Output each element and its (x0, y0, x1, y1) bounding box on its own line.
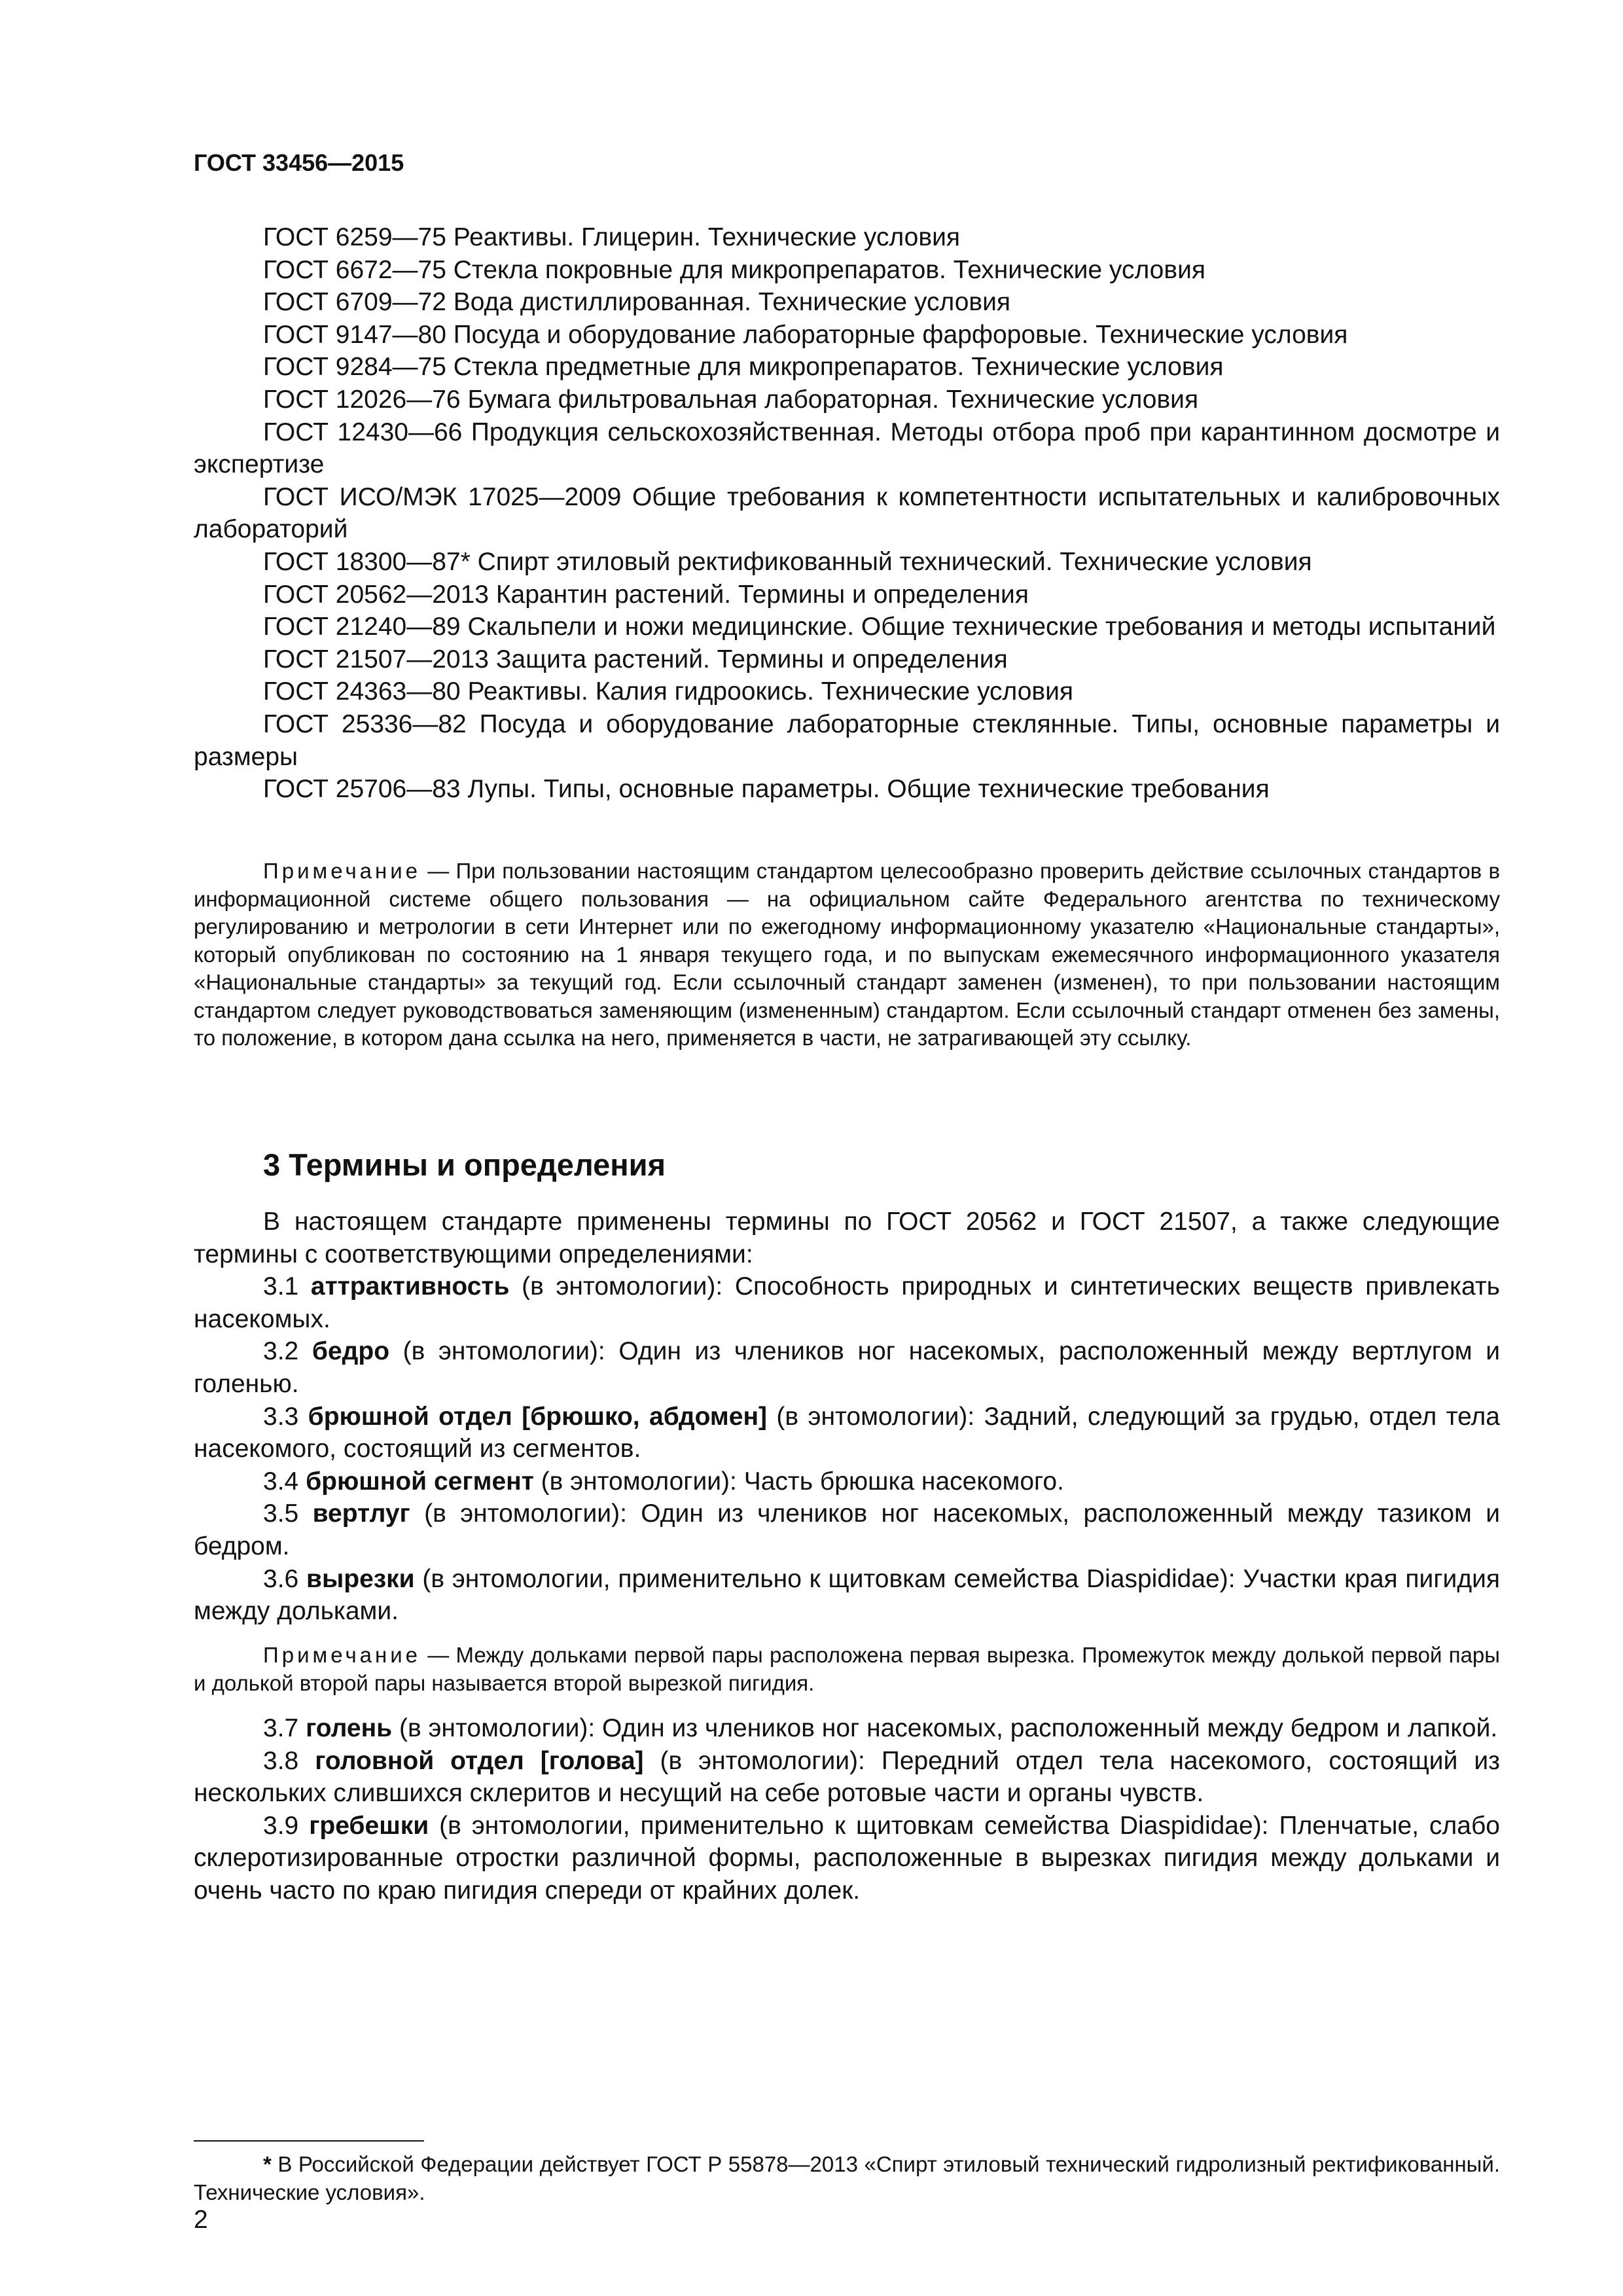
term-number: 3.2 (263, 1337, 312, 1366)
term-entry (194, 1465, 1500, 1498)
document-page (194, 0, 1500, 2296)
term-number: 3.3 (263, 1402, 308, 1431)
term-number: 3.7 (263, 1714, 306, 1742)
term-definition: (в энтомологии): Задний, следующий за грудью, отдел тела насекомого, состоящий из сегментов. (194, 1402, 1500, 1463)
term-name: бедро (312, 1337, 390, 1366)
section-title: 3 Термины и определения (263, 1147, 666, 1182)
term-name: головной отдел [голова] (315, 1746, 644, 1775)
normative-references-list (194, 221, 1500, 806)
reference-item: ГОСТ 25336—82 Посуда и оборудование лабораторные стеклянные. Типы, основные параметры и размеры (194, 709, 1500, 771)
term-number: 3.4 (263, 1467, 306, 1496)
note-label: Примечание (263, 1643, 421, 1667)
page-number: 2 (194, 2206, 208, 2234)
term-name: брюшной отдел [брюшко, абдомен] (308, 1402, 767, 1431)
reference-item: ГОСТ 6259—75 Реактивы. Глицерин. Технические условия (263, 223, 960, 251)
reference-item: ГОСТ 12026—76 Бумага фильтровальная лабораторная. Технические условия (263, 385, 1199, 414)
note-references (194, 857, 1500, 1052)
term-number: 3.9 (263, 1811, 310, 1840)
reference-item: ГОСТ 6709—72 Вода дистиллированная. Технические условия (263, 288, 1011, 317)
note-label: Примечание (263, 859, 421, 883)
term-number: 3.6 (263, 1564, 306, 1593)
note-terms (194, 1641, 1500, 1697)
term-definition: (в энтомологии): Способность природных и синтетических веществ привлекать насекомых. (194, 1272, 1500, 1333)
terms-block-1 (194, 1206, 1500, 1628)
term-number: 3.8 (263, 1746, 315, 1775)
reference-item: ГОСТ 25706—83 Лупы. Типы, основные параметры. Общие технические требования (263, 775, 1270, 804)
reference-item: ГОСТ 20562—2013 Карантин растений. Термины и определения (263, 580, 1029, 609)
reference-item: ГОСТ 24363—80 Реактивы. Калия гидроокись. Технические условия (263, 677, 1074, 706)
note-text: — При пользовании настоящим стандартом целесообразно проверить действие ссылочных стандартов в информационной системе общего пользования — на официальном сайте Федерального агентства по техническому регулированию и метрологии в сети Интернет или по ежегодному информационному указателю «Национальные стандарты», который опубликован по состоянию на 1 января текущего года, и по выпускам ежемесячного информационного указателя «Национальные стандарты» за текущий год. Если ссылочный стандарт заменен (изменен), то при пользовании настоящим стандартом следует руководствоваться заменяющим (измененным) стандартом. Если ссылочный стандарт отменен без замены, то положение, в котором дана ссылка на него, применяется в части, не затрагивающей эту ссылку. (194, 859, 1500, 1050)
term-definition: (в энтомологии): Передний отдел тела насекомого, состоящий из нескольких слившихся склеритов и несущий на себе ротовые части и органы чувств. (194, 1746, 1500, 1808)
term-entry (194, 1335, 1500, 1400)
term-entry (194, 1745, 1500, 1810)
term-definition: (в энтомологии): Один из члеников ног насекомых, расположенный между бедром и лапкой. (392, 1714, 1498, 1742)
document-header: ГОСТ 33456—2015 (194, 149, 404, 176)
footnote-divider (194, 2140, 424, 2142)
reference-item: ГОСТ ИСО/МЭК 17025—2009 Общие требования к компетентности испытательных и калибровочных лабораторий (194, 482, 1500, 544)
footnote-mark: * (263, 2152, 272, 2176)
reference-item: ГОСТ 18300—87* Спирт этиловый ректификованный технический. Технические условия (263, 547, 1312, 576)
reference-item: ГОСТ 6672—75 Стекла покровные для микропрепаратов. Технические условия (263, 255, 1205, 284)
reference-item: ГОСТ 9147—80 Посуда и оборудование лабораторные фарфоровые. Технические условия (263, 320, 1348, 349)
term-definition: (в энтомологии): Один из члеников ног насекомых, расположенный между вертлугом и голенью. (194, 1337, 1500, 1398)
term-name: брюшной сегмент (306, 1467, 534, 1496)
term-definition: (в энтомологии, применительно к щитовкам семейства Diaspididae): Участки края пигидия между дольками. (194, 1564, 1500, 1626)
term-number: 3.1 (263, 1272, 311, 1301)
term-name: вертлуг (312, 1499, 410, 1528)
term-name: аттрактивность (310, 1272, 510, 1301)
term-entry (194, 1563, 1500, 1628)
reference-item: ГОСТ 21240—89 Скальпели и ножи медицинские. Общие технические требования и методы испытаний (263, 613, 1496, 641)
term-definition: (в энтомологии): Часть брюшка насекомого. (533, 1467, 1064, 1496)
term-entry (194, 1810, 1500, 1907)
section-intro: В настоящем стандарте применены термины по ГОСТ 20562 и ГОСТ 21507, а также следующие термины с соответствующими определениями: (194, 1208, 1500, 1268)
terms-block-2 (194, 1712, 1500, 1907)
term-entry (194, 1270, 1500, 1335)
footnote-text: В Российской Федерации действует ГОСТ Р 55878—2013 «Спирт этиловый технический гидролизный ректификованный. Технические условия». (194, 2152, 1500, 2204)
reference-item: ГОСТ 21507—2013 Защита растений. Термины и определения (263, 645, 1008, 673)
term-entry (194, 1401, 1500, 1465)
term-definition: (в энтомологии): Один из члеников ног насекомых, расположенный между тазиком и бедром. (194, 1499, 1500, 1560)
note-text: — Между дольками первой пары расположена первая вырезка. Промежуток между долькой первой пары и долькой второй пары называется второй вырезкой пигидия. (194, 1643, 1500, 1695)
term-entry (194, 1712, 1500, 1745)
term-name: гребешки (309, 1811, 429, 1840)
term-entry (194, 1498, 1500, 1562)
term-number: 3.5 (263, 1499, 313, 1528)
term-name: вырезки (306, 1564, 415, 1593)
footnote (194, 2150, 1500, 2206)
term-name: голень (306, 1714, 393, 1742)
reference-item: ГОСТ 12430—66 Продукция сельскохозяйственная. Методы отбора проб при карантинном досмотре и экспертизе (194, 418, 1500, 479)
reference-item: ГОСТ 9284—75 Стекла предметные для микропрепаратов. Технические условия (263, 353, 1224, 382)
term-definition: (в энтомологии, применительно к щитовкам семейства Diaspididae): Пленчатые, слабо склеротизированные отростки различной формы, расположенные в вырезках пигидия между дольками и очень часто по краю пигидия спереди от крайних долек. (194, 1811, 1500, 1905)
